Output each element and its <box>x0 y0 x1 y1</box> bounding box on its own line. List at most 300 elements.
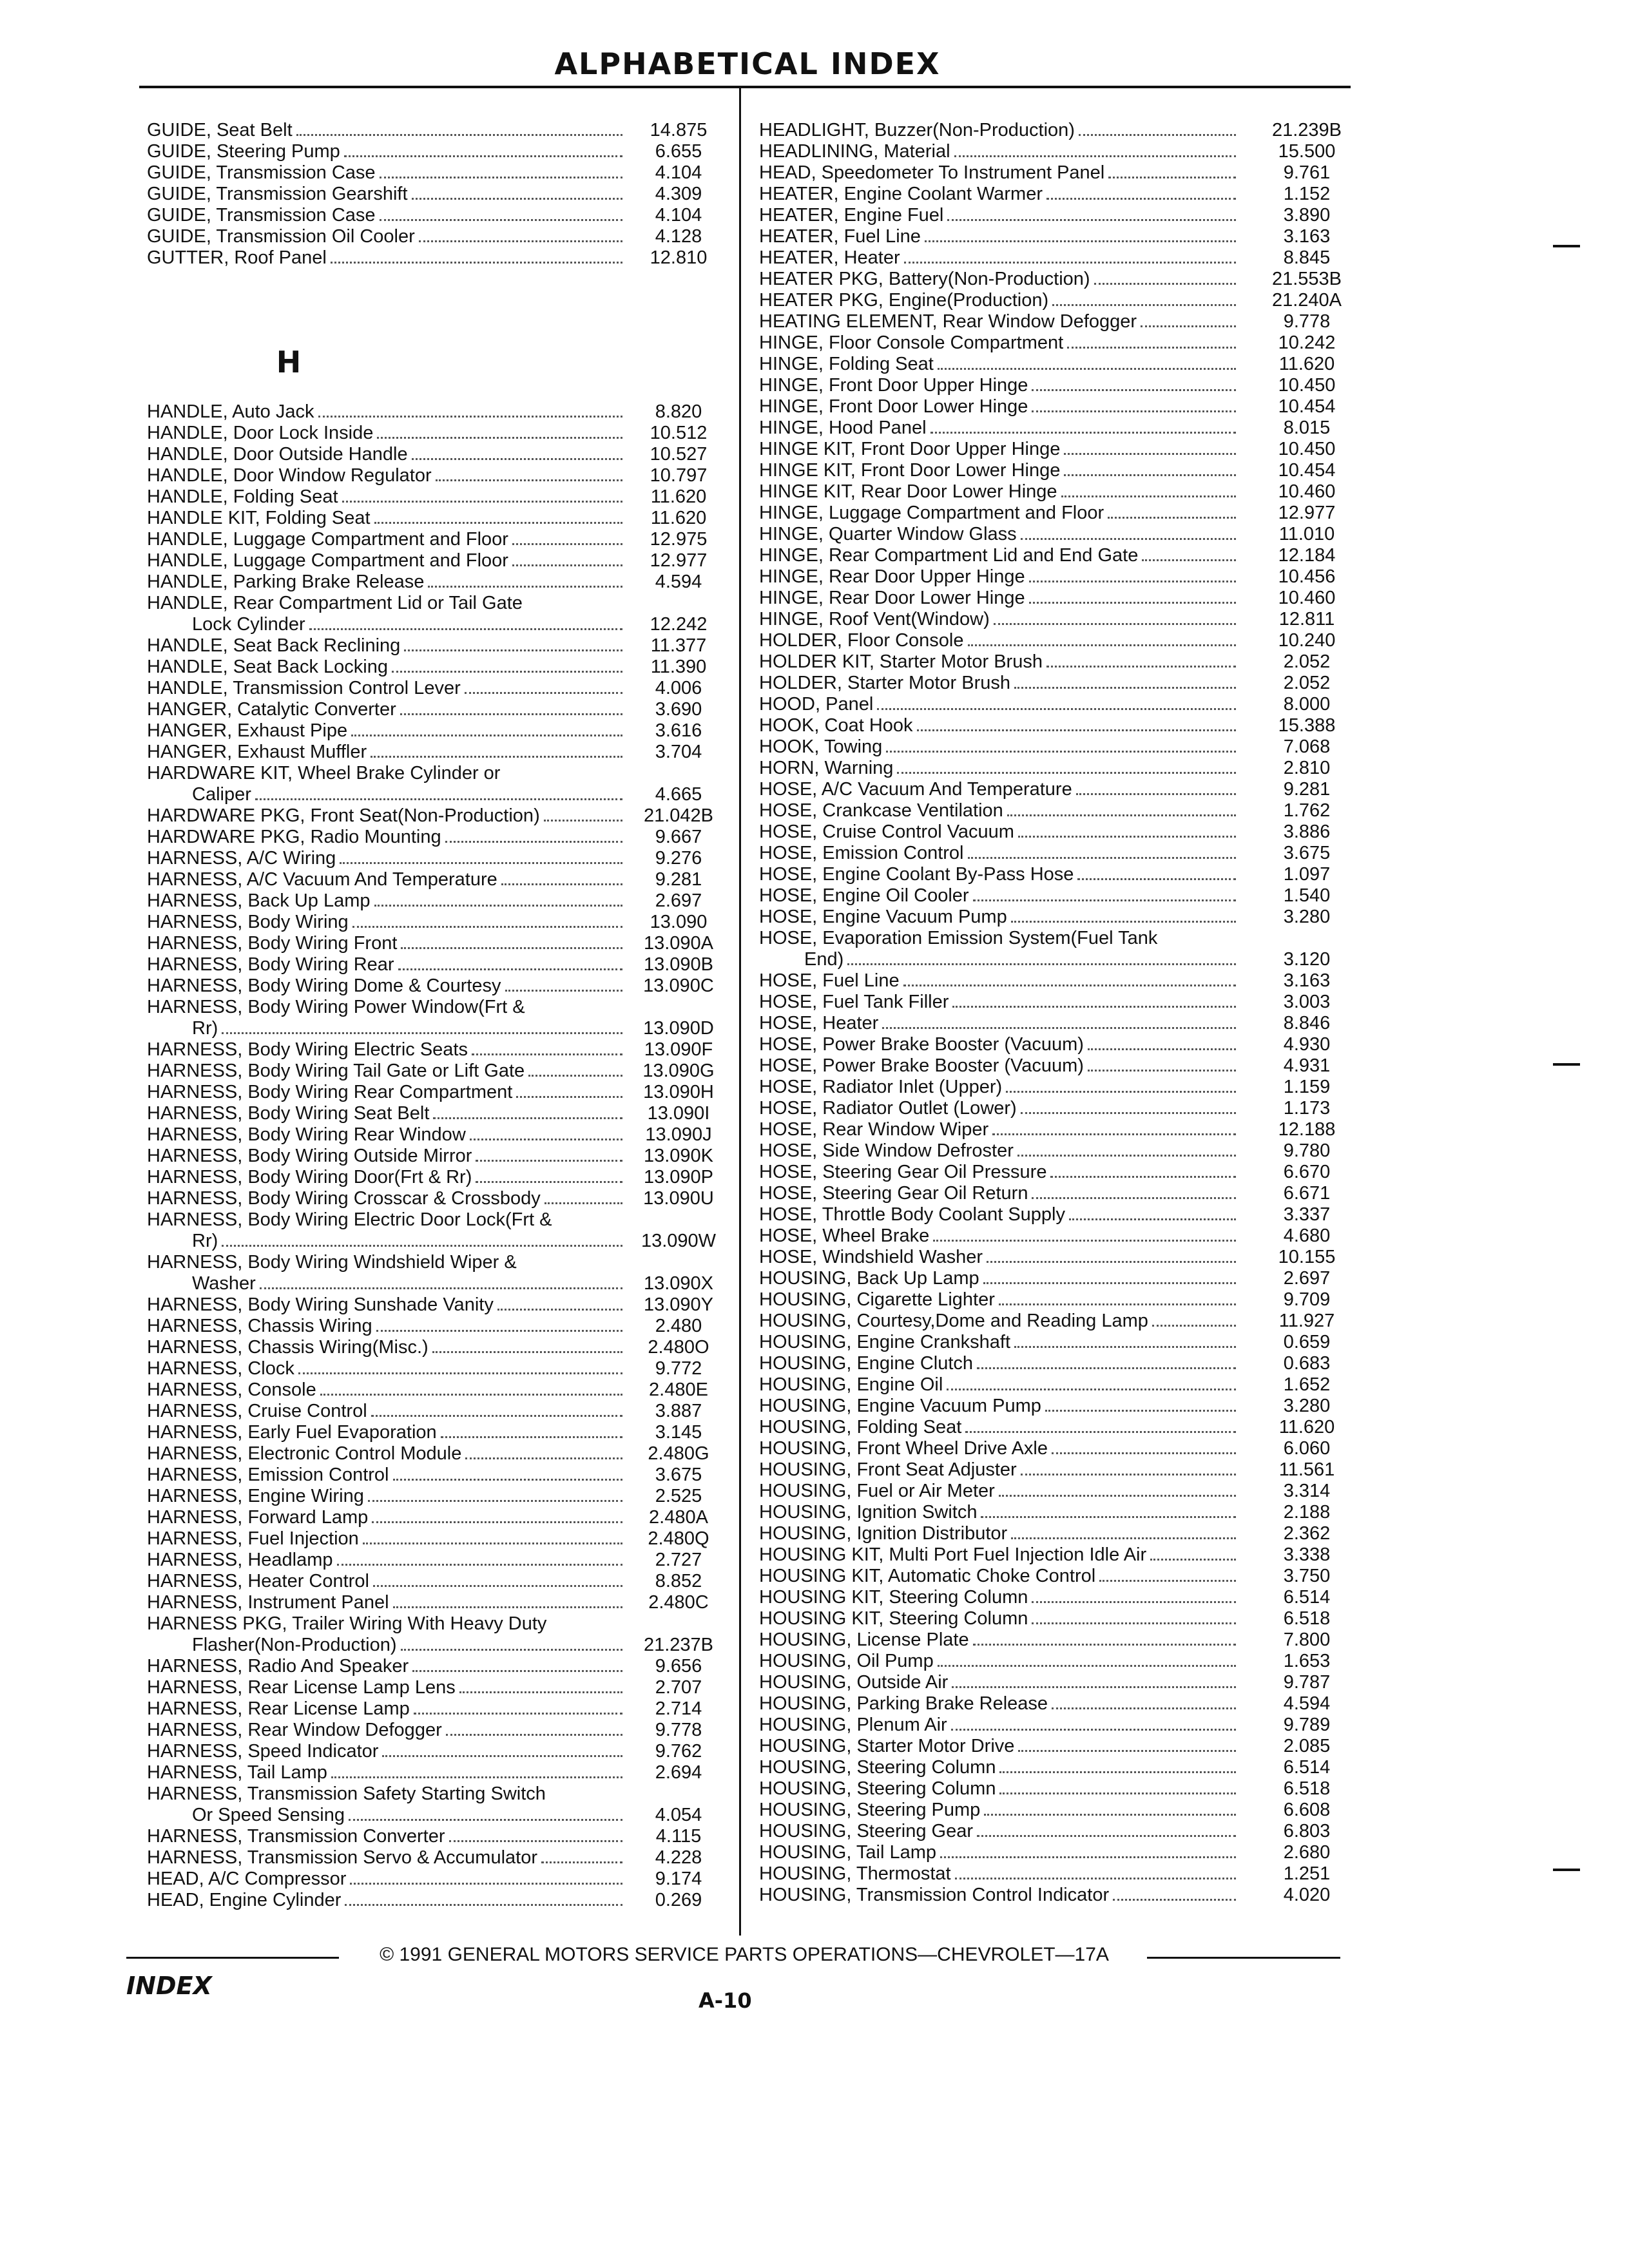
dot-leader <box>947 219 1236 221</box>
dot-leader <box>1064 474 1236 476</box>
dot-leader <box>1011 1537 1236 1539</box>
index-entry <box>147 742 727 763</box>
index-entry <box>147 529 727 550</box>
index-entry-ref: 1.251 <box>1283 1863 1331 1884</box>
index-entry-label: GUTTER, Roof Panel <box>147 247 327 268</box>
dot-leader <box>1045 1410 1236 1412</box>
index-entry-row <box>147 423 727 444</box>
title-rule <box>139 86 1351 88</box>
dot-leader <box>984 1814 1236 1816</box>
index-entry <box>759 1757 1365 1778</box>
index-entry-row <box>147 869 727 890</box>
index-entry-row <box>147 699 727 720</box>
index-entry <box>759 439 1365 460</box>
index-entry <box>759 843 1365 864</box>
margin-tick-mark <box>1553 1869 1580 1871</box>
dot-leader <box>342 501 622 503</box>
dot-leader <box>318 416 623 418</box>
dot-leader <box>973 899 1236 901</box>
index-entry-ref: 2.697 <box>1283 1268 1331 1289</box>
index-entry-label: HANDLE, Door Lock Inside <box>147 423 374 443</box>
dot-leader <box>372 1521 622 1523</box>
index-entry-row <box>147 1486 727 1507</box>
index-entry-label: HOUSING, Plenum Air <box>759 1715 947 1735</box>
index-entry-label: HARNESS, Chassis Wiring(Misc.) <box>147 1337 429 1358</box>
index-entry-label: GUIDE, Transmission Gearshift <box>147 184 408 204</box>
index-entry-row <box>147 1656 727 1677</box>
index-entry <box>759 1077 1365 1098</box>
index-entry-label: HANDLE, Parking Brake Release <box>147 572 425 592</box>
dot-leader <box>968 644 1237 646</box>
dot-leader <box>1108 177 1236 178</box>
index-entry-label: HARNESS, Chassis Wiring <box>147 1316 372 1336</box>
index-entry <box>759 758 1365 779</box>
index-entry-row <box>147 954 727 975</box>
index-entry-label: HOSE, Emission Control <box>759 843 964 863</box>
index-entry <box>759 928 1365 970</box>
index-entry <box>759 184 1365 205</box>
index-entry-row <box>759 949 1365 970</box>
index-entry-row <box>147 827 727 848</box>
dot-leader <box>1094 283 1236 285</box>
dot-leader <box>977 1835 1236 1837</box>
index-entry-ref: 9.174 <box>655 1869 702 1889</box>
index-entry <box>759 609 1365 630</box>
dot-leader <box>847 963 1236 965</box>
index-entry <box>147 1869 727 1890</box>
dot-leader <box>897 772 1236 774</box>
index-entry <box>147 141 727 162</box>
index-entry-label: HOSE, Steering Gear Oil Pressure <box>759 1162 1047 1182</box>
index-entry-row <box>147 1018 727 1039</box>
index-entry <box>147 423 727 444</box>
dot-leader <box>374 905 622 907</box>
index-entry <box>759 524 1365 545</box>
index-entry-label: HARNESS, Transmission Converter <box>147 1826 445 1847</box>
index-entry <box>147 1720 727 1741</box>
index-entry-ref: 15.500 <box>1278 141 1336 162</box>
index-entry-label: HARNESS, Body Wiring Windshield Wiper & <box>147 1252 517 1273</box>
index-entry-label-continued: Flasher(Non-Production) <box>192 1635 397 1655</box>
index-entry-row <box>147 1379 727 1401</box>
index-entry-row <box>147 848 727 869</box>
index-entry-ref: 21.237B <box>643 1635 714 1655</box>
dot-leader <box>904 262 1236 264</box>
index-entry-label: HANGER, Catalytic Converter <box>147 699 396 720</box>
index-entry-ref: 2.480Q <box>648 1528 709 1549</box>
index-entry-row <box>147 1124 727 1146</box>
index-entry-row <box>147 933 727 954</box>
index-entry-ref: 4.665 <box>655 784 702 805</box>
dot-leader <box>1108 517 1236 519</box>
index-entry <box>147 1209 727 1252</box>
index-entry-label: HORN, Warning <box>759 758 894 778</box>
index-entry-row <box>147 465 727 486</box>
index-entry-label: HARNESS, Emission Control <box>147 1465 389 1485</box>
dot-leader <box>400 713 622 715</box>
dot-leader <box>1018 836 1236 838</box>
index-entry <box>759 1800 1365 1821</box>
index-entry <box>759 1311 1365 1332</box>
index-entry <box>759 1651 1365 1672</box>
dot-leader <box>351 735 622 736</box>
dot-leader <box>401 947 622 949</box>
index-entry-row <box>759 1077 1365 1098</box>
dot-leader <box>393 1479 623 1481</box>
dot-leader <box>470 1139 622 1140</box>
index-entry-row <box>147 550 727 572</box>
index-entry-ref: 6.608 <box>1283 1800 1331 1820</box>
index-entry <box>759 120 1365 141</box>
index-entry <box>147 1698 727 1720</box>
index-entry-row <box>759 1800 1365 1821</box>
dot-leader <box>465 1457 622 1459</box>
index-entry-label: HEADLIGHT, Buzzer(Non-Production) <box>759 120 1075 140</box>
dot-leader <box>1052 1707 1236 1709</box>
index-entry-ref: 13.090A <box>643 933 714 954</box>
index-entry <box>759 205 1365 226</box>
index-entry-ref: 2.480G <box>648 1443 709 1464</box>
index-entry <box>759 907 1365 928</box>
index-entry-row <box>759 609 1365 630</box>
index-entry-label: HARNESS, Transmission Servo & Accumulator <box>147 1847 537 1868</box>
index-entry <box>759 1778 1365 1800</box>
index-entry-row <box>759 992 1365 1013</box>
index-entry-ref: 2.480E <box>649 1379 708 1400</box>
index-entry-row <box>147 120 727 141</box>
index-entry-label: HEATER, Engine Coolant Warmer <box>759 184 1043 204</box>
index-entry-ref: 12.977 <box>1278 503 1336 523</box>
index-entry-label: HOUSING, Thermostat <box>759 1863 951 1884</box>
index-entry-label: HARNESS, Rear License Lamp Lens <box>147 1677 456 1698</box>
index-entry-ref: 9.667 <box>655 827 702 847</box>
dot-leader <box>331 262 622 264</box>
index-entry-row <box>759 1757 1365 1778</box>
dot-leader <box>999 1495 1236 1497</box>
index-entry-ref: 3.163 <box>1283 970 1331 991</box>
index-entry-label: HOSE, Windshield Washer <box>759 1247 983 1267</box>
dot-leader <box>392 671 622 673</box>
dot-leader <box>1079 134 1236 136</box>
index-entry <box>147 997 727 1039</box>
index-entry-label: HARNESS, Body Wiring Tail Gate or Lift Gate <box>147 1061 525 1081</box>
index-entry <box>759 736 1365 758</box>
index-entry <box>147 486 727 508</box>
index-entry-ref: 6.803 <box>1283 1821 1331 1841</box>
index-entry-ref: 11.927 <box>1278 1311 1335 1331</box>
dot-leader <box>1006 1091 1236 1093</box>
index-entry-label: HEAD, Speedometer To Instrument Panel <box>759 162 1105 183</box>
dot-leader <box>331 1776 622 1778</box>
index-entry <box>147 1422 727 1443</box>
index-entry-ref: 1.652 <box>1283 1374 1331 1395</box>
index-entry <box>759 1863 1365 1885</box>
dot-leader <box>476 1181 622 1183</box>
dot-leader <box>446 1734 622 1736</box>
dot-leader <box>371 1415 622 1417</box>
index-entry <box>147 1294 727 1316</box>
index-entry-row <box>147 1571 727 1592</box>
dot-leader <box>373 1585 622 1587</box>
footer-section-label: INDEX <box>126 1972 212 2000</box>
index-entry <box>759 1247 1365 1268</box>
index-entry <box>147 1486 727 1507</box>
dot-leader <box>925 240 1236 242</box>
index-entry-label: HARNESS, A/C Vacuum And Temperature <box>147 869 497 890</box>
index-entry-ref: 4.115 <box>655 1826 702 1847</box>
index-entry-ref: 3.338 <box>1283 1544 1331 1565</box>
index-entry-label: HANDLE, Luggage Compartment and Floor <box>147 529 508 550</box>
index-list-g <box>147 120 727 269</box>
index-entry-ref: 2.810 <box>1283 758 1331 778</box>
index-entry-ref: 9.281 <box>655 869 702 890</box>
index-entry <box>147 975 727 997</box>
index-entry-label: HINGE, Rear Door Upper Hinge <box>759 566 1025 587</box>
index-entry-ref: 4.104 <box>655 162 702 183</box>
index-entry-row <box>759 1481 1365 1502</box>
index-entry-ref: 3.616 <box>655 720 702 741</box>
index-entry-row <box>147 1635 727 1656</box>
index-entry-label: HANDLE, Door Window Regulator <box>147 465 432 486</box>
dot-leader <box>376 1330 622 1332</box>
index-entry-ref: 7.068 <box>1283 736 1331 757</box>
index-entry-ref: 10.450 <box>1278 439 1336 459</box>
index-list-h <box>147 401 727 1911</box>
index-entry-row <box>759 1225 1365 1247</box>
dot-leader <box>404 649 622 651</box>
index-entry-ref: 2.707 <box>655 1677 702 1698</box>
index-entry-ref: 0.659 <box>1283 1332 1331 1352</box>
index-entry-ref: 4.931 <box>1283 1055 1331 1076</box>
index-entry <box>759 545 1365 566</box>
dot-leader <box>1067 347 1236 349</box>
section-letter-heading: H <box>276 345 302 380</box>
dot-leader <box>544 820 622 822</box>
index-entry-label: HANDLE KIT, Folding Seat <box>147 508 371 528</box>
dot-leader <box>445 841 622 843</box>
dot-leader <box>412 458 622 460</box>
dot-leader <box>877 708 1236 710</box>
index-entry-ref: 1.653 <box>1283 1651 1331 1671</box>
index-entry-row <box>759 588 1365 609</box>
index-entry-ref: 6.518 <box>1283 1778 1331 1799</box>
index-entry <box>147 1188 727 1209</box>
index-entry-row <box>147 1401 727 1422</box>
index-entry-ref: 6.518 <box>1283 1608 1331 1629</box>
dot-leader <box>903 985 1236 986</box>
index-entry-label: HOSE, Engine Vacuum Pump <box>759 907 1007 927</box>
index-entry-ref: 9.780 <box>1283 1140 1331 1161</box>
dot-leader <box>371 756 622 758</box>
index-entry-row <box>147 975 727 997</box>
index-entry-label: HOUSING, Outside Air <box>759 1672 949 1693</box>
dot-leader <box>999 1771 1236 1773</box>
index-entry-label: HINGE, Roof Vent(Window) <box>759 609 990 629</box>
index-entry-row <box>759 1778 1365 1800</box>
index-entry-row <box>759 970 1365 992</box>
index-entry-label: HOSE, Heater <box>759 1013 879 1033</box>
index-entry <box>759 290 1365 311</box>
index-entry <box>147 912 727 933</box>
index-entry-row <box>147 1294 727 1316</box>
index-entry-row <box>759 1374 1365 1396</box>
dot-leader <box>1021 538 1236 540</box>
index-entry-row <box>759 311 1365 332</box>
dot-leader <box>1050 1176 1236 1178</box>
index-entry-row <box>759 205 1365 226</box>
index-entry-ref: 10.454 <box>1278 460 1336 481</box>
index-entry-label: HOUSING, Steering Pump <box>759 1800 981 1820</box>
index-entry-ref: 13.090D <box>643 1018 714 1039</box>
dot-leader <box>476 1160 622 1162</box>
index-entry-label: HARNESS, Body Wiring Rear <box>147 954 394 975</box>
index-entry-row <box>759 673 1365 694</box>
index-entry <box>147 720 727 742</box>
index-entry-ref: 9.281 <box>1283 779 1331 800</box>
index-entry-label: HARNESS, Fuel Injection <box>147 1528 359 1549</box>
index-entry-label: HARNESS, Console <box>147 1379 316 1400</box>
index-entry-label: HANDLE, Transmission Control Lever <box>147 678 461 698</box>
dot-leader <box>412 198 623 200</box>
index-entry-row <box>759 1715 1365 1736</box>
index-entry-label: HINGE KIT, Front Door Lower Hinge <box>759 460 1061 481</box>
dot-leader <box>973 1644 1236 1646</box>
index-entry <box>147 1379 727 1401</box>
index-entry-row <box>759 1821 1365 1842</box>
index-entry-ref: 11.377 <box>650 635 707 656</box>
column-divider <box>739 86 741 1936</box>
index-entry-row <box>759 1034 1365 1055</box>
index-entry <box>759 354 1365 375</box>
dot-leader <box>1014 1346 1236 1348</box>
dot-leader <box>1113 1899 1236 1901</box>
dot-leader <box>938 368 1236 370</box>
index-entry <box>147 1252 727 1294</box>
index-entry-label: HARNESS, Body Wiring Door(Frt & Rr) <box>147 1167 472 1187</box>
index-entry <box>759 1715 1365 1736</box>
index-entry-ref: 11.620 <box>1278 1417 1335 1437</box>
index-entry-ref: 1.159 <box>1283 1077 1331 1097</box>
index-entry-ref: 6.514 <box>1283 1757 1331 1778</box>
index-entry <box>759 1289 1365 1311</box>
dot-leader <box>1029 602 1236 604</box>
index-entry <box>147 699 727 720</box>
index-entry <box>759 1225 1365 1247</box>
index-entry <box>759 1353 1365 1374</box>
index-entry-label: HINGE KIT, Front Door Upper Hinge <box>759 439 1061 459</box>
dot-leader <box>512 564 622 566</box>
dot-leader <box>1088 1070 1236 1072</box>
dot-leader <box>1152 1325 1236 1327</box>
index-entry-ref: 13.090W <box>641 1231 717 1251</box>
index-entry <box>759 1140 1365 1162</box>
index-entry-row <box>147 1890 727 1911</box>
index-entry-ref: 2.525 <box>655 1486 702 1506</box>
index-entry <box>759 1459 1365 1481</box>
index-entry-row <box>147 1273 727 1294</box>
index-entry-row <box>759 822 1365 843</box>
index-entry-row <box>759 162 1365 184</box>
index-entry <box>759 1332 1365 1353</box>
index-entry <box>759 715 1365 736</box>
index-entry-row <box>759 736 1365 758</box>
dot-leader <box>260 1287 622 1289</box>
index-entry-row <box>147 247 727 269</box>
index-entry-ref: 10.797 <box>650 465 708 486</box>
dot-leader <box>340 862 622 864</box>
index-entry-label: HOSE, Evaporation Emission System(Fuel Tank <box>759 928 1158 948</box>
index-entry-row <box>759 418 1365 439</box>
index-entry <box>759 588 1365 609</box>
index-entry-row <box>147 1103 727 1124</box>
index-entry-label: HOUSING, Engine Vacuum Pump <box>759 1396 1041 1416</box>
index-entry-label: HOUSING, Back Up Lamp <box>759 1268 979 1289</box>
index-entry-label: HOLDER, Floor Console <box>759 630 964 651</box>
dot-leader <box>441 1436 622 1438</box>
index-entry-row <box>147 1847 727 1869</box>
index-entry-row <box>147 1443 727 1465</box>
index-entry-ref: 9.276 <box>655 848 702 869</box>
index-entry-ref: 3.003 <box>1283 992 1331 1012</box>
index-entry-row <box>759 1311 1365 1332</box>
index-entry <box>759 1034 1365 1055</box>
dot-leader <box>433 1117 622 1119</box>
index-entry <box>759 651 1365 673</box>
index-entry-label: HOLDER KIT, Starter Motor Brush <box>759 651 1043 672</box>
index-entry-label-continued: Rr) <box>192 1018 218 1039</box>
index-entry <box>147 657 727 678</box>
dot-leader <box>528 1075 622 1077</box>
index-entry-ref: 12.188 <box>1278 1119 1336 1140</box>
dot-leader <box>1011 921 1236 923</box>
index-entry-label: HOUSING, Engine Oil <box>759 1374 943 1395</box>
index-entry-label: HARNESS, Early Fuel Evaporation <box>147 1422 437 1443</box>
index-entry-ref: 2.697 <box>655 890 702 911</box>
index-entry-ref: 13.090Y <box>643 1294 714 1315</box>
index-entry <box>759 375 1365 396</box>
index-entry-ref: 10.512 <box>650 423 708 443</box>
index-entry-label: HOUSING, Oil Pump <box>759 1651 934 1671</box>
index-entry-row <box>759 396 1365 418</box>
index-entry-ref: 9.778 <box>1283 311 1331 332</box>
index-entry <box>147 444 727 465</box>
index-entry <box>147 1316 727 1337</box>
index-entry <box>147 184 727 205</box>
index-entry <box>147 401 727 423</box>
index-entry-label: HANDLE, Door Outside Handle <box>147 444 408 465</box>
index-entry-label: HOOK, Towing <box>759 736 883 757</box>
index-entry-label: HOUSING, Transmission Control Indicator <box>759 1885 1110 1905</box>
index-entry-label: HARNESS, Body Wiring Seat Belt <box>147 1103 430 1124</box>
index-entry-row <box>759 1672 1365 1693</box>
index-entry-row <box>759 1629 1365 1651</box>
index-entry-label: HOSE, Power Brake Booster (Vacuum) <box>759 1034 1084 1055</box>
index-entry-row <box>759 141 1365 162</box>
index-entry-ref: 4.104 <box>655 205 702 226</box>
index-entry-label: HARNESS, Clock <box>147 1358 294 1379</box>
dot-leader <box>428 586 622 588</box>
index-entry-row <box>147 1550 727 1571</box>
index-entry-ref: 10.460 <box>1278 481 1336 502</box>
dot-leader <box>465 692 622 694</box>
index-entry-label: HOLDER, Starter Motor Brush <box>759 673 1010 693</box>
index-entry-row <box>759 885 1365 907</box>
dot-leader <box>1076 793 1236 795</box>
index-entry-ref: 2.085 <box>1283 1736 1331 1756</box>
dot-leader <box>368 1500 622 1502</box>
index-entry-ref: 4.930 <box>1283 1034 1331 1055</box>
index-entry-label: HEATER, Fuel Line <box>759 226 921 247</box>
